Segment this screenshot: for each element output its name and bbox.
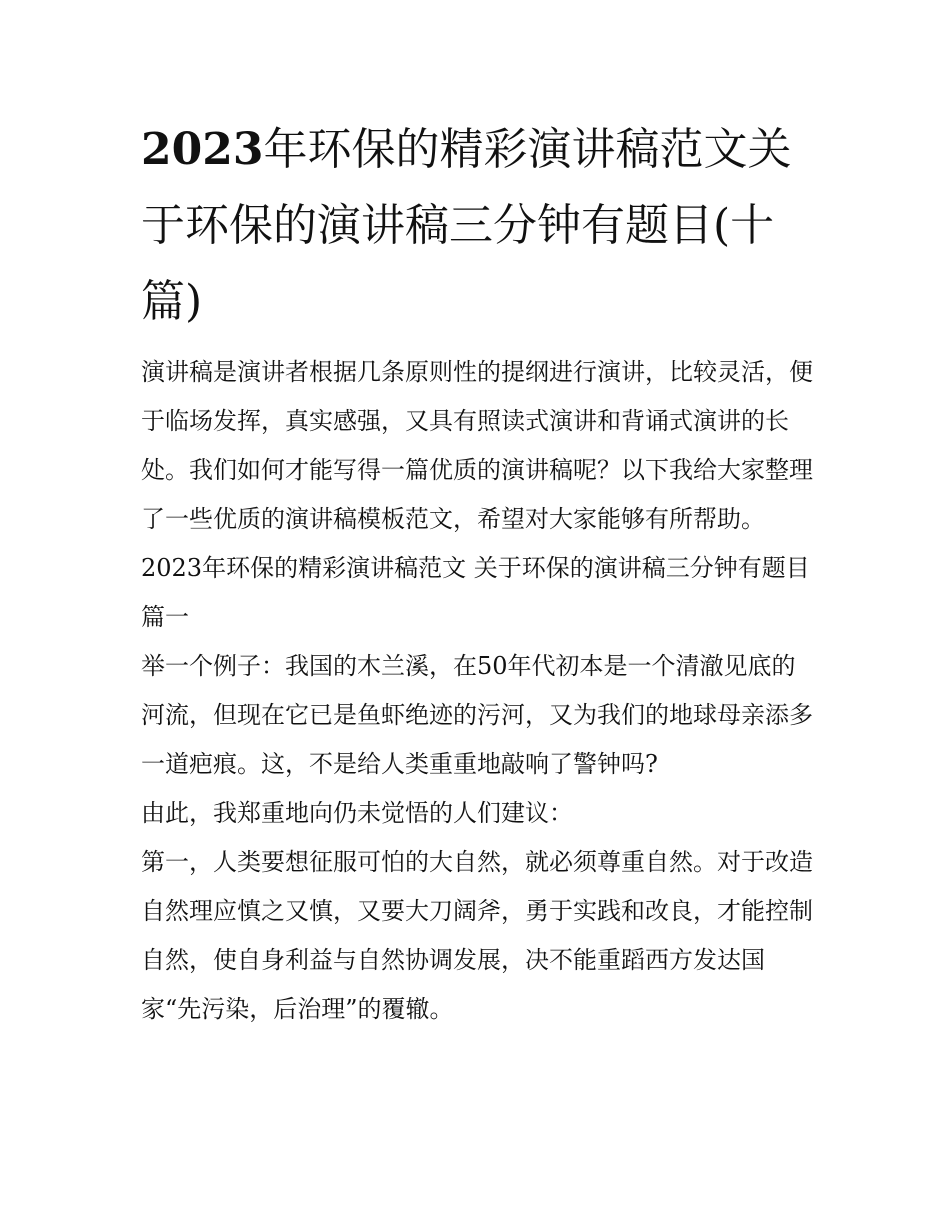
document-content	[141, 112, 816, 1034]
intro-paragraph: 演讲稿是演讲者根据几条原则性的提纲进行演讲，比较灵活，便于临场发挥，真实感强，又具有照读式演讲和背诵式演讲的长处。我们如何才能写得一篇优质的演讲稿呢？以下我给大家整理了一些优质的演讲稿模板范文，希望对大家能够有所帮助。	[141, 358, 813, 533]
section-heading: 2023年环保的精彩演讲稿范文 关于环保的演讲稿三分钟有题目篇一	[141, 554, 810, 631]
title-text: 年环保的精彩演讲稿范文关于环保的演讲稿三分钟有题目(十篇)	[141, 124, 792, 327]
first-suggestion-paragraph: 第一，人类要想征服可怕的大自然，就必须尊重自然。对于改造自然理应慎之又慎，又要大刀阔斧，勇于实践和改良，才能控制自然，使自身利益与自然协调发展，决不能重蹈西方发达国家“先污染，后治理”的覆辙。	[141, 848, 813, 1023]
document-title	[141, 112, 816, 340]
suggestion-intro: 由此，我郑重地向仍未觉悟的人们建议：	[141, 799, 573, 827]
title-year: 2023	[141, 124, 264, 175]
example-paragraph: 举一个例子：我国的木兰溪，在50年代初本是一个清澈见底的河流，但现在它已是鱼虾绝迹的污河，又为我们的地球母亲添多一道疤痕。这，不是给人类重重地敲响了警钟吗?	[141, 652, 813, 778]
document-body	[141, 348, 816, 1034]
